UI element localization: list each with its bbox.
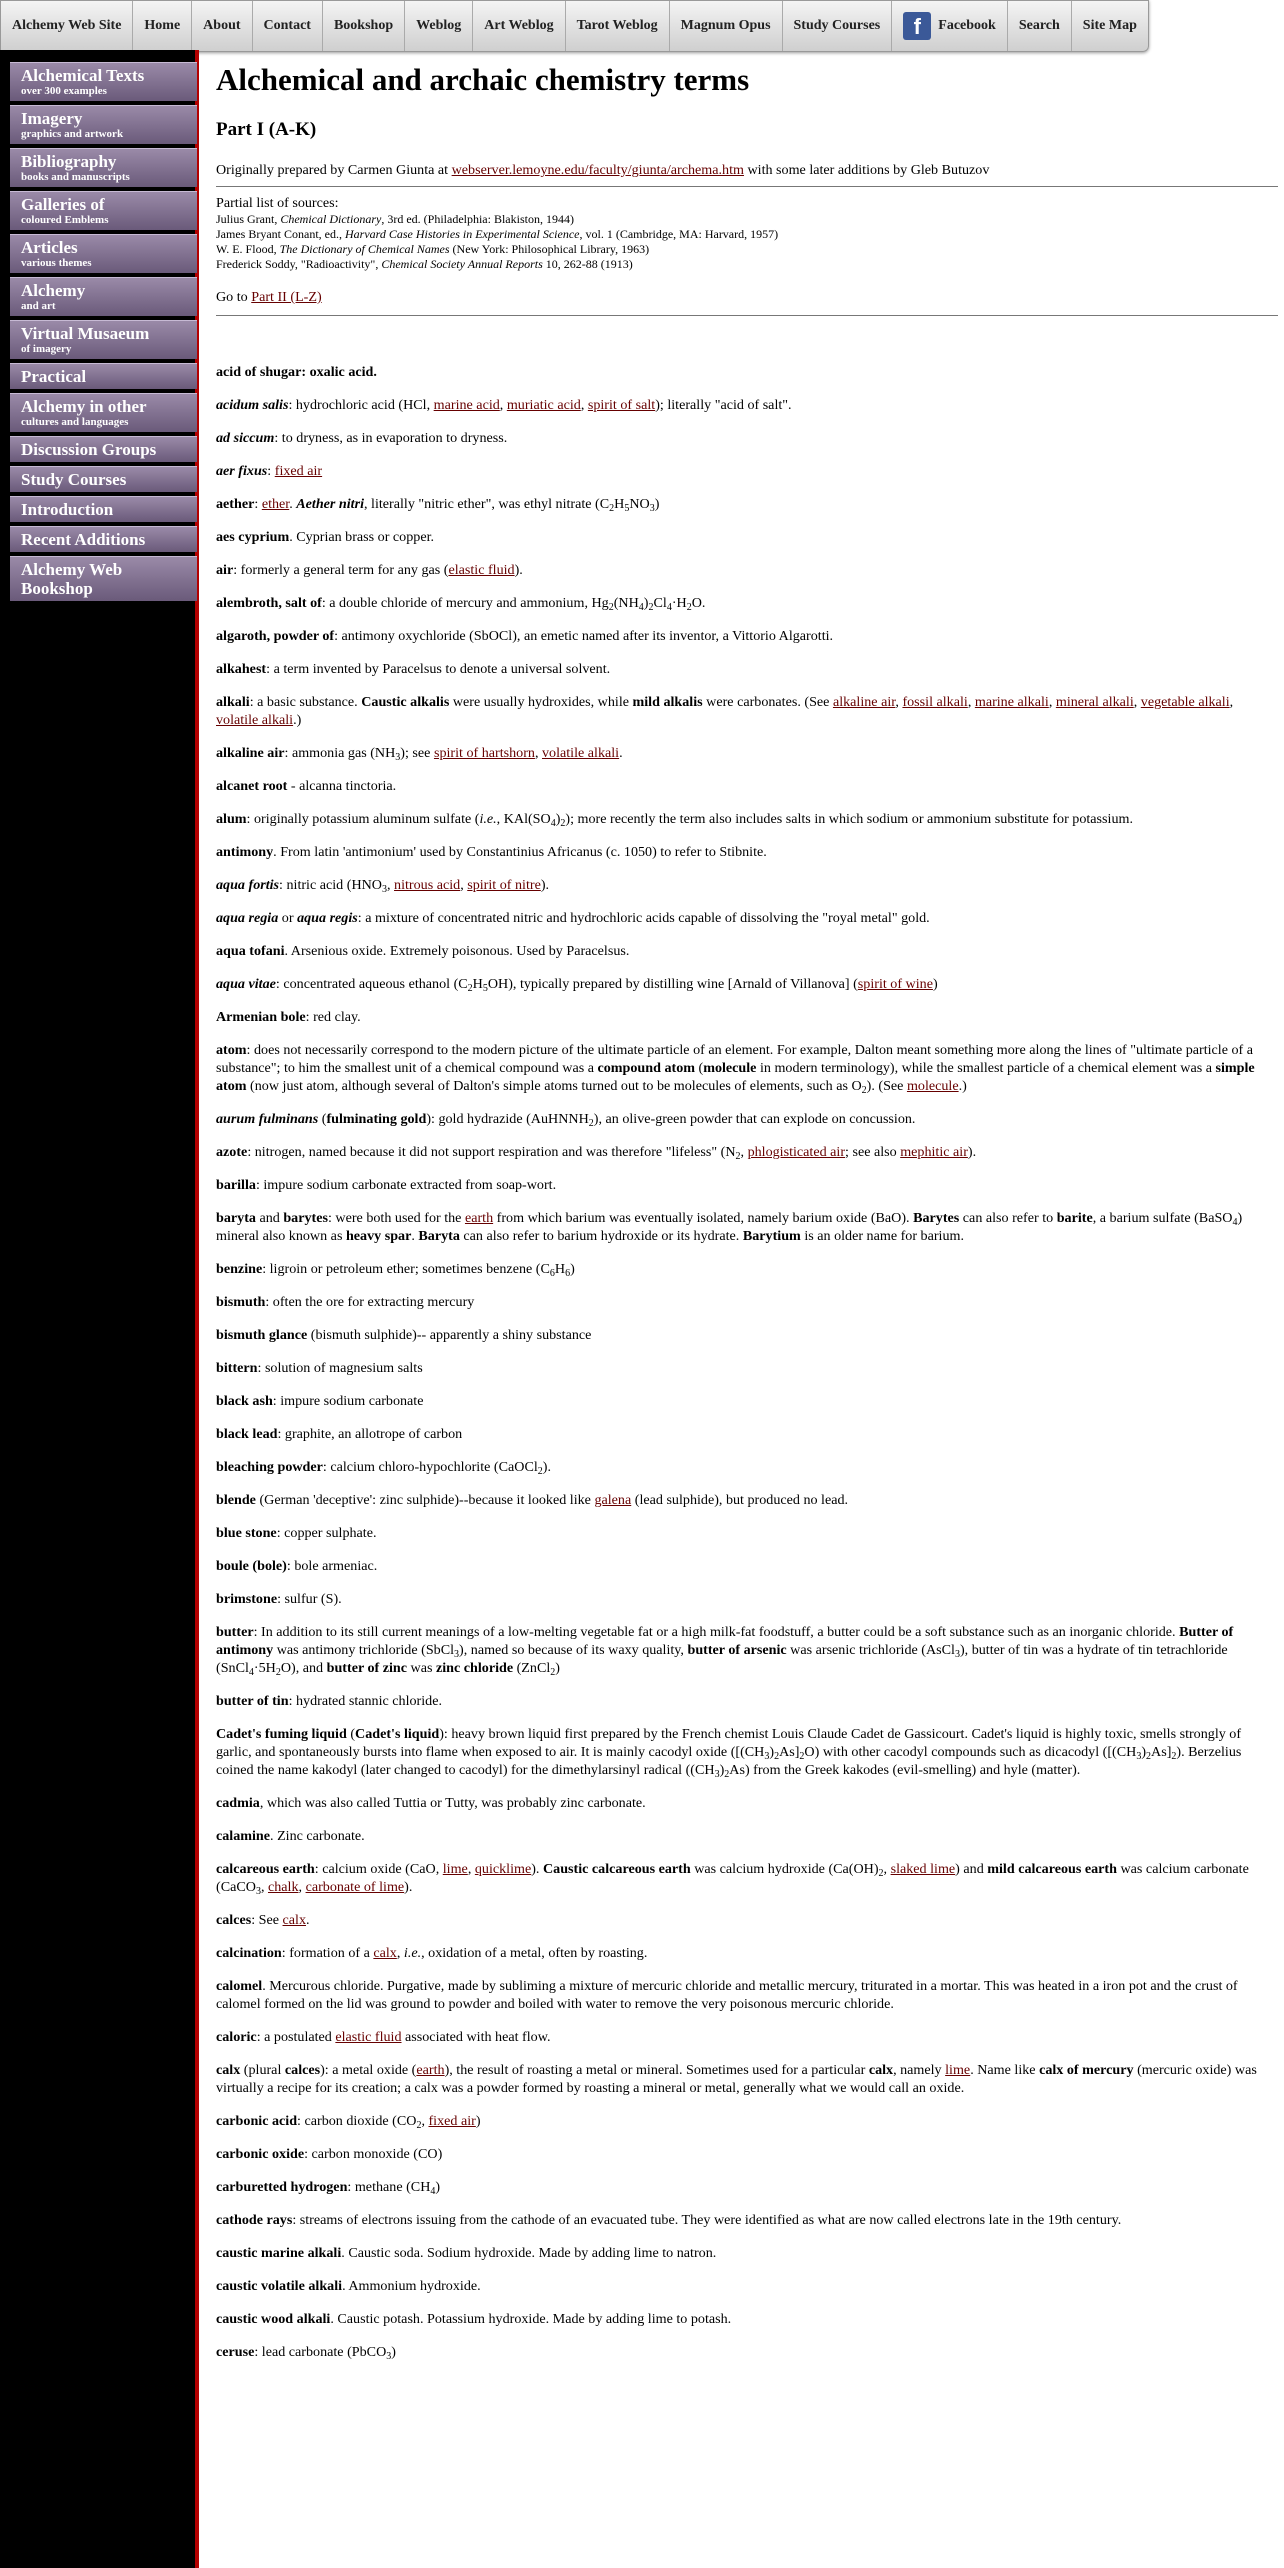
glossary-entry: cadmia, which was also called Tuttia or Tutty, was probably zinc carbonate. [216, 1795, 646, 1811]
sidebar-item-title: Alchemy [21, 281, 86, 300]
sidebar-item-subtitle: and art [21, 300, 56, 312]
glossary-entry: aqua fortis: nitric acid ($HNO_3$, nitrous acid, spirit of nitre). [216, 877, 550, 895]
facebook-icon: f [903, 12, 931, 40]
source-item: W. E. Flood, The Dictionary of Chemical Names (New York: Philosophical Library, 1963) [216, 242, 650, 256]
cross-reference-link[interactable]: muriatic acid [506, 397, 581, 413]
cross-reference-link[interactable]: calx [282, 1912, 307, 1928]
cross-reference-link[interactable]: chalk [267, 1879, 299, 1895]
glossary-entry: calx (plural calces): a metal oxide (earth), the result of roasting a metal or mineral. Sometimes used for a particular calx, namely lime. Name like calx of mercury (mercuric oxide) was virtually a recipe for its creation; a calx was a powder formed by roasting a mineral or metal, generally what we would call an oxide. [216, 2062, 1257, 2096]
sidebar-item-title: Galleries of [21, 195, 105, 214]
glossary-entry: blende (German 'deceptive': zinc sulphide)--because it looked like galena (lead sulphide), but produced no lead. [216, 1492, 849, 1508]
sidebar-item-subtitle: cultures and languages [21, 416, 129, 428]
glossary-entry: Cadet's fuming liquid (Cadet's liquid): heavy brown liquid first prepared by the French chemist Louis Claude Cadet de Gassicourt. Cadet's liquid is highly toxic, smells strongly of garlic, and spontaneously bursts into flame when exposed to air. It is mainly cacodyl oxide $([(CH_3)_2As]_2O)$ with other cacodyl compounds such as dicacodyl $([(CH_3)_2As]_2)$. Berzelius coined the name kakodyl (later changed to cacodyl) for the dimethylarsinyl radical $((CH_3)_2As)$ from the Greek kakodes (evil-smelling) and hyle (matter). [216, 1726, 1242, 1780]
sidebar-item-subtitle: of imagery [21, 343, 72, 355]
nav-home[interactable]: Home [133, 1, 192, 51]
glossary-entry: caustic marine alkali. Caustic soda. Sodium hydroxide. Made by adding lime to natron. [216, 2245, 717, 2261]
cross-reference-link[interactable]: fossil alkali [902, 694, 968, 710]
divider [216, 186, 1278, 187]
glossary-entry: carburetted hydrogen: methane $(CH_4)$ [216, 2179, 441, 2197]
part-two-link[interactable]: Part II (L-Z) [251, 289, 322, 305]
glossary-entry: bismuth: often the ore for extracting mercury [216, 1294, 475, 1310]
glossary-entry: atom: does not necessarily correspond to the modern picture of the ultimate particle of an element. For example, Dalton meant something more along the lines of "ultimate particle of a substance"; to him the smallest unit of a chemical compound was a compound atom (molecule in modern terminology), while the smallest particle of a chemical element was a simple atom (now just atom, although several of Dalton's simple atoms turned out to be molecules of elements, such as $O_2$). (See molecule.) [216, 1042, 1255, 1096]
sidebar-item-title: Virtual Musaeum [21, 324, 150, 343]
glossary-entry: calcination: formation of a calx, i.e., oxidation of a metal, often by roasting. [216, 1945, 648, 1961]
glossary-entry: aurum fulminans (fulminating gold): gold hydrazide (AuHNNH$_2$), an olive-green powder that can explode on concussion. [216, 1111, 916, 1129]
cross-reference-link[interactable]: fixed air [274, 463, 323, 479]
glossary-entry: bittern: solution of magnesium salts [216, 1360, 423, 1376]
glossary-entry: bleaching powder: calcium chloro-hypochlorite (CaOCl$_2$). [216, 1459, 551, 1477]
nav-bookshop[interactable]: Bookshop [323, 1, 405, 51]
sidebar-item-title: Practical [21, 367, 87, 386]
cross-reference-link[interactable]: nitrous acid [394, 877, 461, 893]
source-url-link[interactable]: webserver.lemoyne.edu/faculty/giunta/archema.htm [451, 162, 744, 178]
glossary-entry: calamine. Zinc carbonate. [216, 1828, 365, 1844]
glossary-entry: aes cyprium. Cyprian brass or copper. [216, 529, 435, 545]
cross-reference-link[interactable]: fixed air [428, 2113, 476, 2129]
sources-list [216, 212, 1278, 272]
glossary-entry: acidum salis: hydrochloric acid (HCl, marine acid, muriatic acid, spirit of salt); literally "acid of salt". [216, 397, 792, 413]
sidebar-item-title: Introduction [21, 500, 114, 519]
sidebar-item-title: Alchemy Web Bookshop [21, 560, 123, 598]
cross-reference-link[interactable]: phlogisticated air [747, 1144, 846, 1160]
glossary-entry: carbonic oxide: carbon monoxide (CO) [216, 2146, 443, 2162]
cross-reference-link[interactable]: lime [945, 2062, 971, 2078]
glossary-entry: calcareous earth: calcium oxide (CaO, lime, quicklime). Caustic calcareous earth was calcium hydroxide ($Ca(OH)_2$, slaked lime) and mild calcareous earth was calcium carbonate (CaCO$_3$, chalk, carbonate of lime). [216, 1861, 1249, 1897]
glossary-entry: calomel. Mercurous chloride. Purgative, made by subliming a mixture of mercuric chloride and metallic mercury, triturated in a mortar. This was heated in a iron pot and the crust of calomel formed on the lid was ground to powder and boiled with water to remove the very poisonous mercuric chloride. [216, 1978, 1238, 2012]
glossary-entry: barilla: impure sodium carbonate extracted from soap-wort. [216, 1177, 557, 1193]
cross-reference-link[interactable]: marine acid [433, 397, 500, 413]
nav-facebook[interactable] [892, 1, 1008, 51]
glossary-entry: Armenian bole: red clay. [216, 1009, 361, 1025]
glossary-entry: alkahest: a term invented by Paracelsus to denote a universal solvent. [216, 661, 611, 677]
glossary-entry: benzine: ligroin or petroleum ether; sometimes benzene $(C_6H_6)$ [216, 1261, 575, 1279]
glossary-entry: black lead: graphite, an allotrope of carbon [216, 1426, 463, 1442]
cross-reference-link[interactable]: earth [464, 1210, 494, 1226]
glossary-entry: aqua vitae: concentrated aqueous ethanol $(C_2H_5OH)$, typically prepared by distilling wine [Arnald of Villanova] (spirit of wine) [216, 976, 938, 994]
sidebar-item-subtitle: over 300 examples [21, 85, 107, 97]
part-heading: Part I (A-K) [216, 119, 317, 140]
glossary-entry: acid of shugar: oxalic acid. [216, 364, 377, 380]
cross-reference-link[interactable]: carbonate of lime [305, 1879, 405, 1895]
sidebar-item-discussion-groups[interactable] [10, 436, 197, 462]
sidebar-item-imagery[interactable] [10, 105, 197, 144]
nav-weblog[interactable]: Weblog [405, 1, 473, 51]
cross-reference-link[interactable]: mineral alkali [1055, 694, 1134, 710]
sidebar-item-virtual-musaeum[interactable] [10, 320, 197, 359]
sidebar-item-title: Alchemy in other [21, 397, 147, 416]
glossary-entry: algaroth, powder of: antimony oxychloride (SbOCl), an emetic named after its inventor, a Vittorio Algarotti. [216, 628, 834, 644]
cross-reference-link[interactable]: slaked lime [890, 1861, 956, 1877]
nav-tarot-weblog[interactable]: Tarot Weblog [566, 1, 670, 51]
glossary-entry: air: formerly a general term for any gas (elastic fluid). [216, 562, 523, 578]
divider [216, 315, 1278, 316]
glossary-entry: alcanet root - alcanna tinctoria. [216, 778, 397, 794]
glossary-entry: alum: originally potassium aluminum sulfate (i.e., $KAl(SO_4)_2$); more recently the term also includes salts in which sodium or ammonium substitute for potassium. [216, 811, 1133, 829]
glossary-entry: black ash: impure sodium carbonate [216, 1393, 424, 1409]
nav-study-courses[interactable]: Study Courses [783, 1, 893, 51]
sidebar-item-alchemy-in-other[interactable] [10, 393, 197, 432]
cross-reference-link[interactable]: vegetable alkali [1140, 694, 1230, 710]
sources-heading: Partial list of sources: [216, 195, 339, 211]
cross-reference-link[interactable]: earth [416, 2062, 445, 2078]
cross-reference-link[interactable]: spirit of hartshorn [433, 745, 535, 761]
nav-about[interactable]: About [192, 1, 252, 51]
glossary-entry: butter of tin: hydrated stannic chloride. [216, 1693, 442, 1709]
nav-contact[interactable]: Contact [253, 1, 323, 51]
sidebar-item-title: Bibliography [21, 152, 117, 171]
nav-search[interactable]: Search [1008, 1, 1072, 51]
glossary-entry: cathode rays: streams of electrons issuing from the cathode of an evacuated tube. They were identified as what are now called electrons late in the 19th century. [216, 2212, 1122, 2228]
glossary-entry: caloric: a postulated elastic fluid associated with heat flow. [216, 2029, 551, 2045]
sidebar-item-galleries-of[interactable] [10, 191, 197, 230]
sidebar-item-practical[interactable] [10, 363, 197, 389]
cross-reference-link[interactable]: galena [594, 1492, 632, 1508]
cross-reference-link[interactable]: alkaline air [832, 694, 896, 710]
glossary-entries [216, 363, 1278, 2361]
glossary-entry: ceruse: lead carbonate (PbCO$_3$) [216, 2344, 396, 2362]
cross-reference-link[interactable]: elastic fluid [335, 2029, 402, 2045]
source-item: Julius Grant, Chemical Dictionary, 3rd ed. (Philadelphia: Blakiston, 1944) [216, 212, 574, 226]
cross-reference-link[interactable]: volatile alkali [216, 712, 294, 728]
sidebar-item-subtitle: various themes [21, 257, 92, 269]
sidebar-item-title: Articles [21, 238, 78, 257]
glossary-entry: bismuth glance (bismuth sulphide)-- apparently a shiny substance [216, 1327, 592, 1343]
glossary-entry: aer fixus: fixed air [216, 463, 323, 479]
glossary-entry: baryta and barytes: were both used for the earth from which barium was eventually isolated, namely barium oxide (BaO). Barytes can also refer to barite, a barium sulfate (BaSO$_4$) mineral also known as heavy spar. Baryta can also refer to barium hydroxide or its hydrate. Barytium is an older name for barium. [216, 1210, 1243, 1244]
sidebar-item-articles[interactable] [10, 234, 197, 273]
nav-magnum-opus[interactable]: Magnum Opus [670, 1, 783, 51]
glossary-entry: carbonic acid: carbon dioxide ($CO_2$, fixed air) [216, 2113, 481, 2131]
glossary-entry: aqua tofani. Arsenious oxide. Extremely poisonous. Used by Paracelsus. [216, 943, 630, 959]
glossary-entry: alkali: a basic substance. Caustic alkalis were usually hydroxides, while mild alkalis were carbonates. (See alkaline air, fossil alkali, marine alkali, mineral alkali, vegetable alkali, volatile alkali.) [216, 694, 1234, 728]
cross-reference-link[interactable]: marine alkali [974, 694, 1049, 710]
nav-alchemy-web-site[interactable]: Alchemy Web Site [1, 1, 133, 51]
glossary-entry: butter: In addition to its still current meanings of a low-melting vegetable fat or a high milk-fat foodstuff, a butter could be a soft substance such as an inorganic chloride. Butter of antimony was antimony trichloride (SbCl$_3$), named so because of its waxy quality, butter of arsenic was arsenic trichloride (AsCl$_3$), butter of tin was a hydrate of tin tetrachloride $(SnCl_4\cdot 5H_2O)$, and butter of zinc was zinc chloride (ZnCl$_2$) [216, 1624, 1234, 1678]
glossary-entry: azote: nitrogen, named because it did not support respiration and was therefore "lifeless" ($N_2$, phlogisticated air; see also mephitic air). [216, 1144, 977, 1162]
glossary-entry: aqua regia or aqua regis: a mixture of concentrated nitric and hydrochloric acids capable of dissolving the "royal metal" gold. [216, 910, 930, 926]
glossary-entry: caustic volatile alkali. Ammonium hydroxide. [216, 2278, 481, 2294]
cross-reference-link[interactable]: volatile alkali [542, 745, 620, 761]
cross-reference-link[interactable]: mephitic air [900, 1144, 968, 1160]
cross-reference-link[interactable]: ether [261, 496, 290, 512]
glossary-entry: caustic wood alkali. Caustic potash. Potassium hydroxide. Made by adding lime to potash. [216, 2311, 732, 2327]
cross-reference-link[interactable]: molecule [906, 1078, 959, 1094]
cross-reference-link[interactable]: quicklime [474, 1861, 532, 1877]
cross-reference-link[interactable]: spirit of salt [587, 397, 656, 413]
cross-reference-link[interactable]: calx [373, 1945, 397, 1961]
nav-facebook-label: Facebook [938, 18, 996, 33]
sidebar-item-title: Recent Additions [21, 530, 146, 549]
cross-reference-link[interactable]: spirit of wine [857, 976, 933, 992]
glossary-entry: calces: See calx. [216, 1912, 310, 1928]
glossary-entry: blue stone: copper sulphate. [216, 1525, 377, 1541]
sidebar-item-study-courses[interactable] [10, 466, 197, 492]
glossary-entry: aether: ether. Aether nitri, literally "nitric ether", was ethyl nitrate $(C_2H_5NO_3)$ [216, 496, 660, 514]
sidebar-item-recent-additions[interactable] [10, 526, 197, 552]
sidebar-item-title: Alchemical Texts [21, 66, 145, 85]
nav-site-map[interactable]: Site Map [1082, 18, 1137, 33]
sidebar-item-introduction[interactable] [10, 496, 197, 522]
glossary-entry: alkaline air: ammonia gas $(NH_3)$; see spirit of hartshorn, volatile alkali. [216, 745, 623, 763]
sidebar-item-alchemy-web-bookshop[interactable] [10, 556, 197, 601]
sidebar-menu [10, 62, 197, 605]
sidebar-item-bibliography[interactable] [10, 148, 197, 187]
nav-art-weblog[interactable]: Art Weblog [473, 1, 565, 51]
goto-part-two: Go to Part II (L-Z) [216, 289, 322, 305]
main-content [216, 58, 1278, 2376]
top-navigation-bar [0, 0, 1149, 52]
page-title: Alchemical and archaic chemistry terms [216, 62, 750, 97]
source-item: Frederick Soddy, "Radioactivity", Chemical Society Annual Reports 10, 262-88 (1913) [216, 257, 633, 271]
glossary-entry: ad siccum: to dryness, as in evaporation to dryness. [216, 430, 508, 446]
prepared-by: Originally prepared by Carmen Giunta at webserver.lemoyne.edu/faculty/giunta/archema.htm with some later additions by Gleb Butuzov [216, 162, 990, 178]
sidebar-item-subtitle: graphics and artwork [21, 128, 124, 140]
glossary-entry: antimony. From latin 'antimonium' used by Constantinius Africanus (c. 1050) to refer to Stibnite. [216, 844, 767, 860]
cross-reference-link[interactable]: elastic fluid [448, 562, 515, 578]
sidebar-item-alchemical-texts[interactable] [10, 62, 197, 101]
source-item: James Bryant Conant, ed., Harvard Case Histories in Experimental Science, vol. 1 (Cambridge, MA: Harvard, 1957) [216, 227, 779, 241]
glossary-entry: alembroth, salt of: a double chloride of mercury and ammonium, $Hg_2(NH_4)_2Cl_4\cdot H_2O$. [216, 595, 706, 613]
cross-reference-link[interactable]: spirit of nitre [467, 877, 541, 893]
sidebar-item-title: Imagery [21, 109, 83, 128]
sidebar-item-subtitle: coloured Emblems [21, 214, 109, 226]
sidebar-item-alchemy[interactable] [10, 277, 197, 316]
glossary-entry: boule (bole): bole armeniac. [216, 1558, 378, 1574]
sidebar-item-subtitle: books and manuscripts [21, 171, 130, 183]
glossary-entry: brimstone: sulfur (S). [216, 1591, 342, 1607]
sidebar-item-title: Study Courses [21, 470, 127, 489]
cross-reference-link[interactable]: lime [442, 1861, 468, 1877]
sidebar-item-title: Discussion Groups [21, 440, 157, 459]
